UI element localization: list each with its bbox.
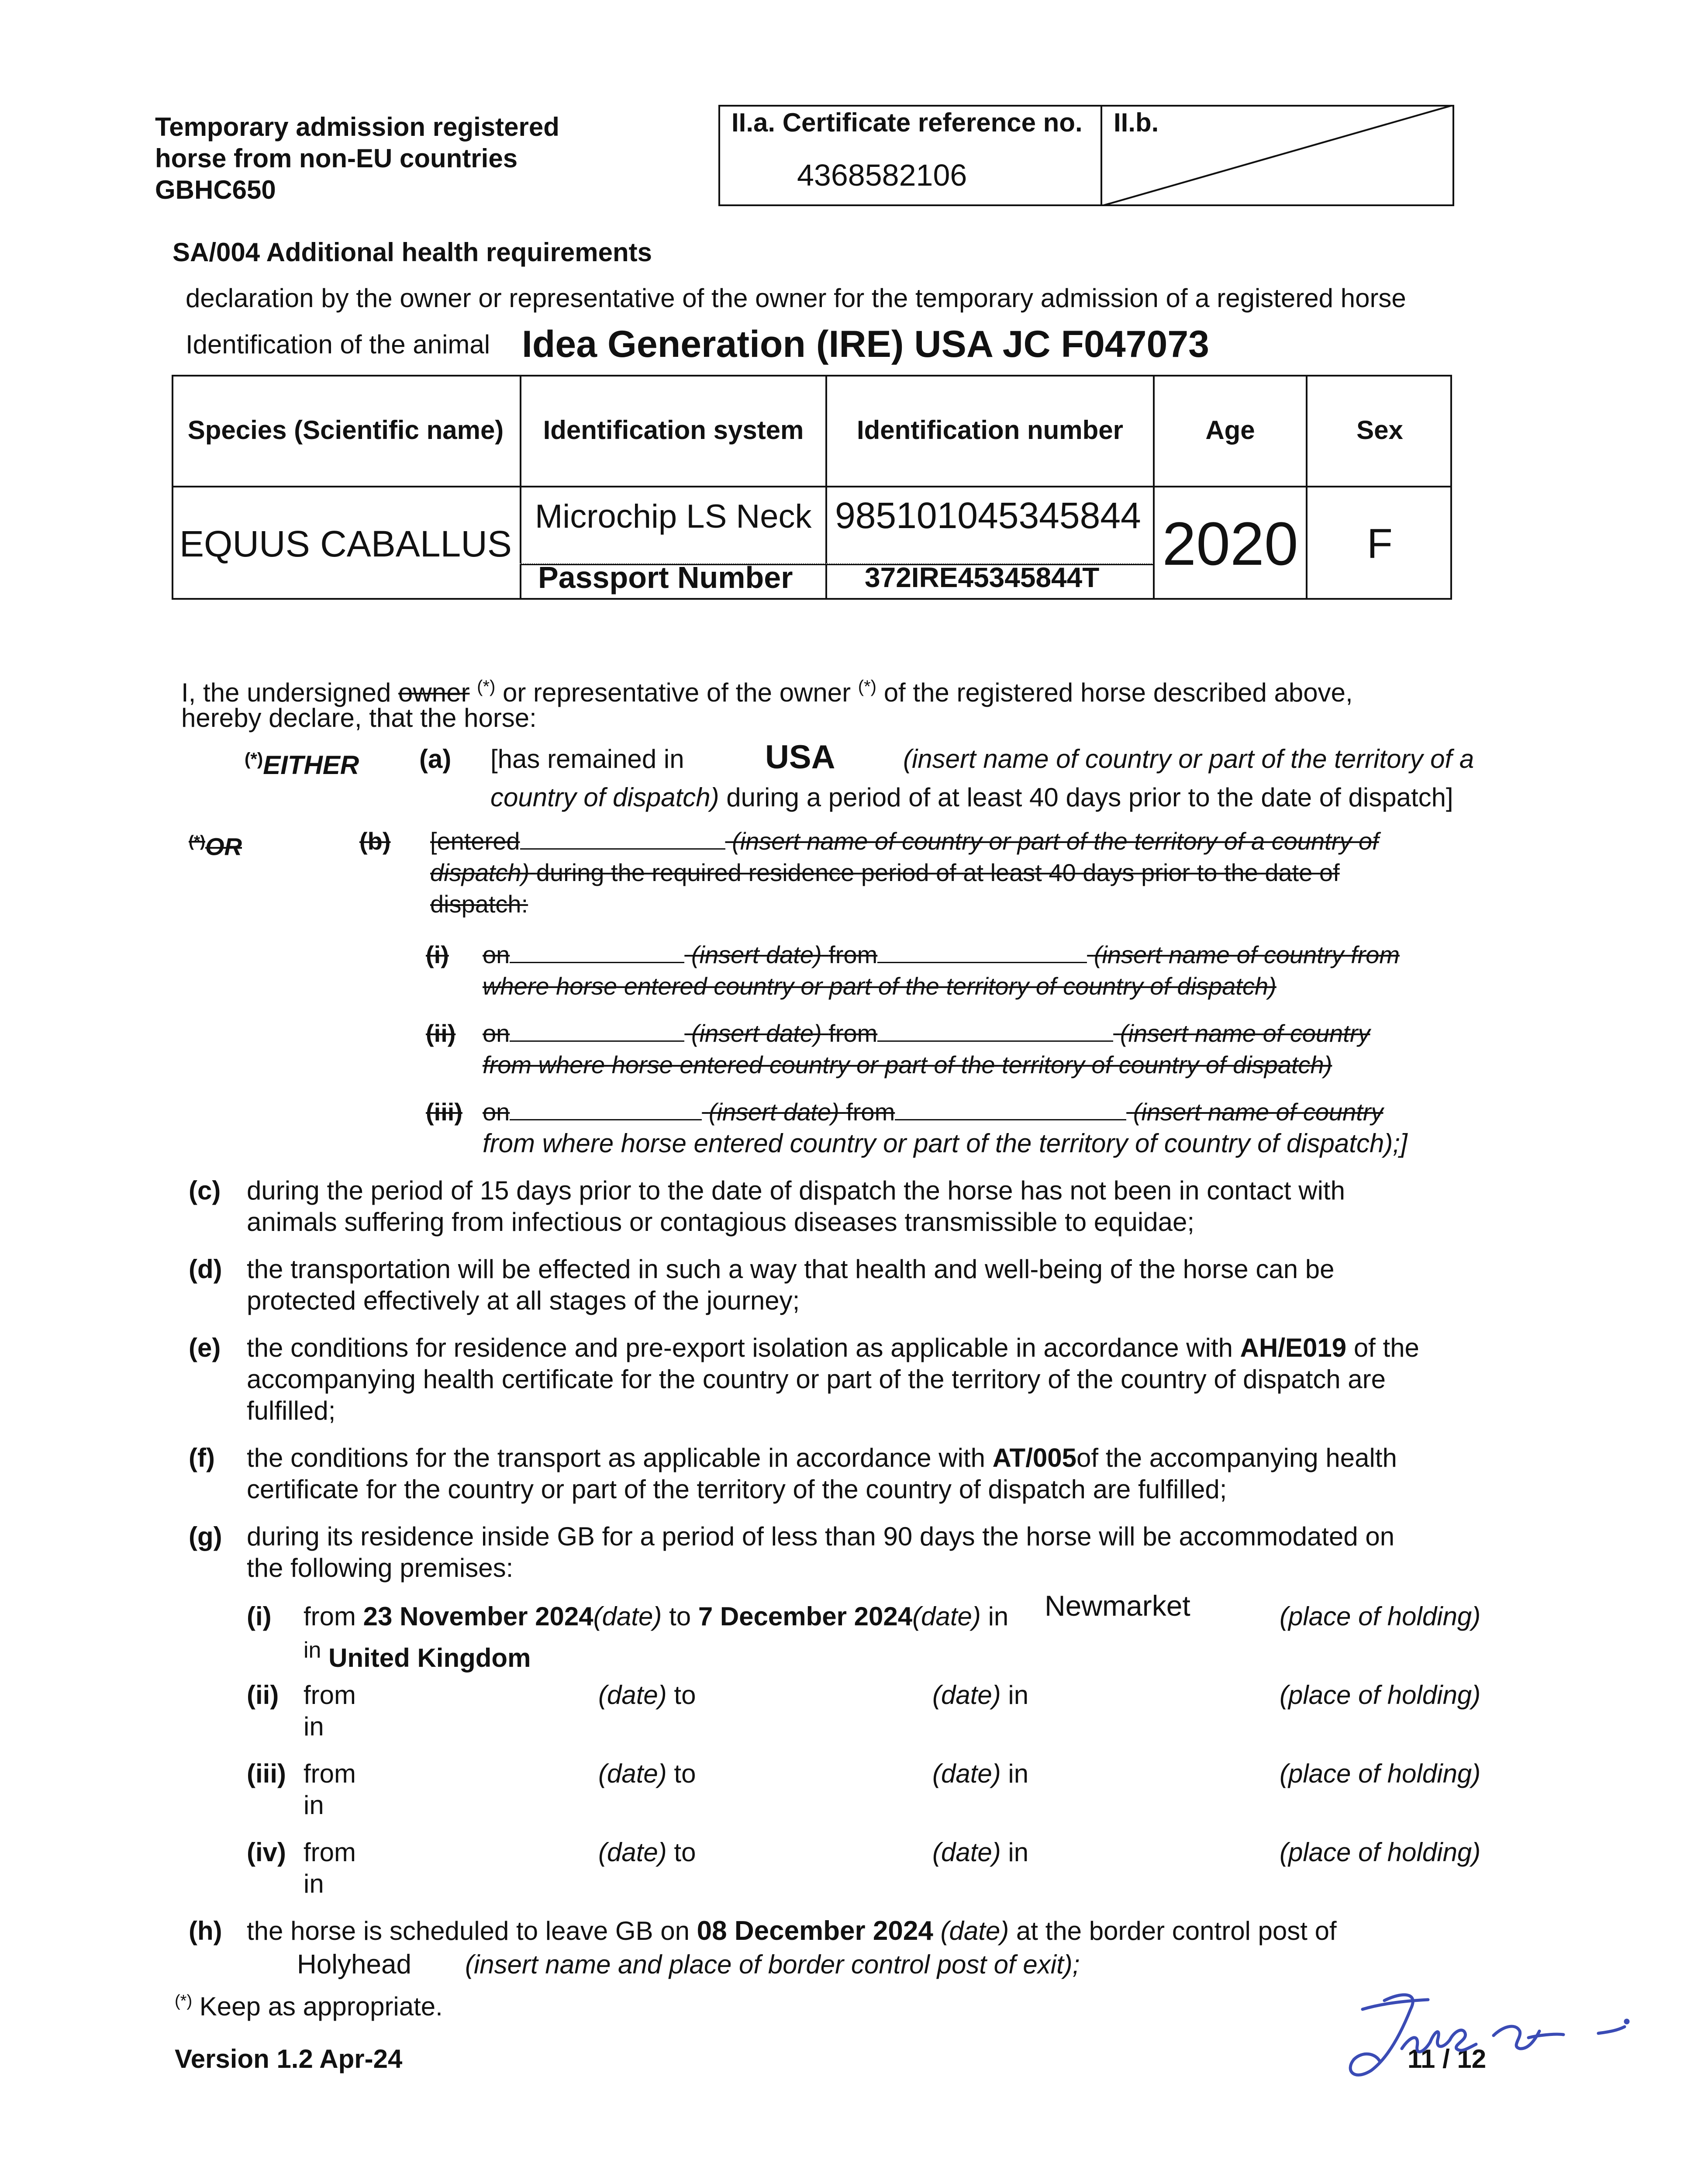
clause-h-letter: (h) [189, 1916, 222, 1946]
sub-iii-line-1: on (insert date) from (insert name of country [483, 1098, 1383, 1126]
premises-iii-date-label: (date) to [598, 1759, 696, 1788]
identification-number-1: 985101045345844 [835, 495, 1141, 536]
species-value: EQUUS CABALLUS [179, 523, 512, 564]
footnote: (*) Keep as appropriate. [175, 1992, 443, 2021]
header-age: Age [1205, 415, 1255, 445]
premises-i-from-date: 23 November 2024 [363, 1602, 593, 1631]
reference-number: 4368582106 [797, 158, 967, 192]
header-identification-system: Identification system [543, 415, 804, 445]
clause-b-line-2: dispatch) during the required residence period of at least 40 days prior to the date of [430, 859, 1340, 886]
clause-g-letter: (g) [189, 1522, 222, 1551]
identification-number-2: 372IRE45345844T [865, 562, 1100, 593]
header-sex: Sex [1356, 415, 1403, 445]
clause-h-line-2: (insert name and place of border control post of exit); [465, 1950, 1080, 1979]
country-value: USA [765, 739, 835, 776]
sex-value: F [1367, 520, 1393, 567]
premises-iv-place-label: (place of holding) [1280, 1838, 1481, 1867]
departure-date: 08 December 2024 [697, 1916, 933, 1946]
premises-i-number: (i) [247, 1602, 272, 1631]
clause-c-line-1: during the period of 15 days prior to the date of dispatch the horse has not been in contact with [247, 1176, 1345, 1205]
age-value: 2020 [1162, 509, 1298, 578]
premises-i-place-label: (place of holding) [1280, 1602, 1481, 1631]
sub-ii-line-1: on (insert date) from (insert name of country [483, 1019, 1370, 1047]
iib-label: II.b. [1114, 108, 1159, 137]
sub-i-line-2: where horse entered country or part of the territory of country of dispatch) [483, 972, 1276, 1000]
clause-a-text-1: [has remained in [490, 744, 684, 774]
clause-b-letter: (b) [359, 827, 391, 855]
clause-a-text-2: (insert name of country or part of the territory of a [903, 744, 1474, 774]
premises-i-to-date: 7 December 2024 [698, 1602, 913, 1631]
clause-f-letter: (f) [189, 1443, 215, 1472]
premises-iv-date-label: (date) to [598, 1838, 696, 1867]
clause-b-line-3: dispatch: [430, 890, 528, 918]
clause-f-line-2: certificate for the country or part of the territory of the country of dispatch are fulfilled; [247, 1475, 1227, 1504]
clause-a-letter: (a) [419, 744, 452, 774]
premises-ii-number: (ii) [247, 1680, 279, 1710]
intro-line-2: hereby declare, that the horse: [181, 703, 537, 733]
sub-ii-number: (ii) [426, 1019, 456, 1047]
sub-ii-line-2: from where horse entered country or part of the territory of country of dispatch) [483, 1051, 1332, 1078]
premises-i-country: United Kingdom [328, 1643, 531, 1673]
section-heading: SA/004 Additional health requirements [172, 238, 652, 267]
premises-ii-date-label: (date) to [598, 1680, 696, 1710]
either-label: (*)EITHER [245, 750, 359, 780]
sub-iii-line-2: from where horse entered country or part of the territory of country of dispatch);] [483, 1129, 1408, 1158]
border-control-post: Holyhead [297, 1949, 411, 1980]
clause-b-line-1: [entered (insert name of country or part of the territory of a country of [430, 827, 1379, 855]
header-title-line-3: GBHC650 [155, 175, 276, 204]
clause-c-letter: (c) [189, 1176, 221, 1205]
page-number: 11 / 12 [1408, 2044, 1487, 2073]
premises-iv-date-label-2: (date) in [932, 1838, 1029, 1867]
clause-d-line-2: protected effectively at all stages of the journey; [247, 1286, 800, 1315]
clause-g-line-2: the following premises: [247, 1553, 514, 1583]
owner-struck: owner [398, 678, 470, 707]
premises-iv-from: from [304, 1838, 356, 1867]
header-title-line-2: horse from non-EU countries [155, 144, 518, 173]
premises-iv-number: (iv) [247, 1838, 286, 1867]
premises-ii-from: from [304, 1680, 356, 1710]
sub-i-number: (i) [426, 941, 449, 968]
header-species: Species (Scientific name) [187, 415, 504, 445]
premises-iii-from: from [304, 1759, 356, 1788]
declaration-text: declaration by the owner or representative of the owner for the temporary admission of a registered horse [186, 283, 1406, 313]
clause-g-line-1: during its residence inside GB for a period of less than 90 days the horse will be accommodated on [247, 1522, 1395, 1551]
sub-i-line-1: on (insert date) from (insert name of country from [483, 941, 1400, 968]
or-label: (*)OR [189, 832, 242, 860]
header-title-line-1: Temporary admission registered [155, 112, 559, 142]
premises-ii-in: in [304, 1712, 324, 1741]
identification-system-1: Microchip LS Neck [535, 498, 812, 535]
premises-ii-place-label: (place of holding) [1280, 1680, 1481, 1710]
clause-e-line-3: fulfilled; [247, 1396, 336, 1425]
clause-c-line-2: animals suffering from infectious or contagious diseases transmissible to equidae; [247, 1207, 1195, 1237]
clause-a-line-2: country of dispatch) during a period of at least 40 days prior to the date of dispatch] [490, 783, 1453, 812]
handwritten-signature [1336, 1983, 1642, 2084]
sub-iii-number: (iii) [426, 1098, 462, 1126]
clause-e-line-2: accompanying health certificate for the country or part of the territory of the country of dispatch are [247, 1365, 1386, 1394]
premises-i-place: Newmarket [1045, 1590, 1190, 1622]
premises-iv-in: in [304, 1869, 324, 1898]
version-label: Version 1.2 Apr-24 [175, 2044, 403, 2073]
intro-line-1: I, the undersigned owner (*) or representative of the owner (*) of the registered horse described above, [181, 677, 1353, 707]
reference-label: II.a. Certificate reference no. [731, 108, 1083, 137]
clause-e-line-1: the conditions for residence and pre-export isolation as applicable in accordance with AH/E019 of the [247, 1333, 1419, 1362]
clause-d-letter: (d) [189, 1254, 222, 1284]
identification-system-2: Passport Number [538, 560, 793, 594]
premises-ii-date-label-2: (date) in [932, 1680, 1029, 1710]
clause-d-line-1: the transportation will be effected in such a way that health and well-being of the horse can be [247, 1254, 1335, 1284]
premises-i-line-1: from 23 November 2024(date) to 7 December 2024(date) in [304, 1602, 1009, 1631]
identification-label: Identification of the animal [186, 330, 490, 359]
premises-iii-in: in [304, 1790, 324, 1820]
animal-identification: Idea Generation (IRE) USA JC F047073 [522, 323, 1209, 365]
clause-f-line-1: the conditions for the transport as applicable in accordance with AT/005of the accompanying health [247, 1443, 1397, 1472]
premises-iii-place-label: (place of holding) [1280, 1759, 1481, 1788]
header-identification-number: Identification number [856, 415, 1124, 445]
premises-iii-date-label-2: (date) in [932, 1759, 1029, 1788]
clause-e-letter: (e) [189, 1333, 221, 1362]
iib-diagonal-line [1101, 105, 1454, 206]
premises-i-line-2: in United Kingdom [304, 1638, 531, 1673]
premises-iii-number: (iii) [247, 1759, 286, 1788]
clause-h-line-1: the horse is scheduled to leave GB on 08 December 2024 (date) at the border control post of [247, 1916, 1337, 1946]
